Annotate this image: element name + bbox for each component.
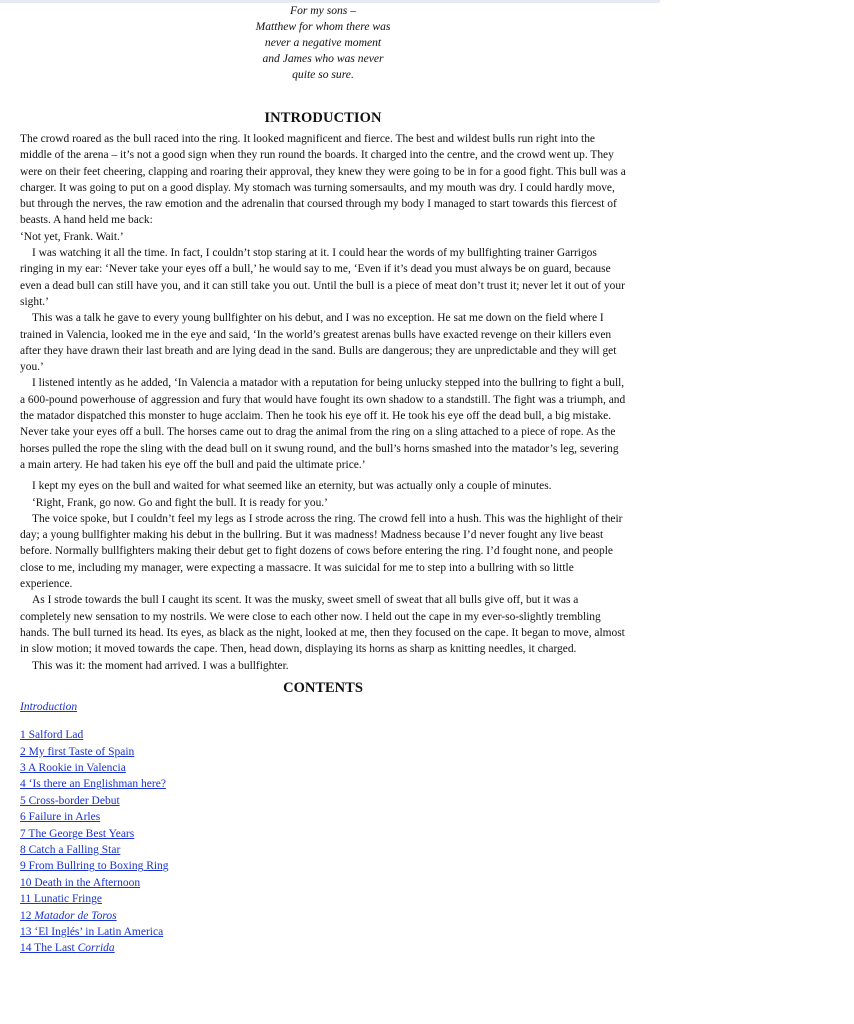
toc-link-chapter-4[interactable]: [20, 776, 166, 792]
toc-link-chapter-7[interactable]: [20, 826, 134, 842]
toc-link-chapter-13[interactable]: [20, 924, 163, 940]
introduction-heading: INTRODUCTION: [264, 110, 382, 126]
intro-paragraph: This was it: the moment had arrived. I was a bullfighter.: [32, 659, 289, 672]
toc-link-italic: Matador de Toros: [34, 909, 117, 922]
toc-link-chapter-14[interactable]: [20, 940, 115, 956]
toc-link-chapter-1[interactable]: [20, 727, 83, 743]
toc-link-text: 6 Failure in Arles: [20, 811, 101, 824]
dedication: [20, 3, 626, 83]
toc-link-chapter-10[interactable]: [20, 875, 140, 891]
contents-heading: CONTENTS: [283, 679, 363, 696]
toc-link-text: 12: [20, 909, 35, 922]
toc-link-text: 3 A Rookie in Valencia: [20, 762, 126, 775]
intro-paragraph: ‘Right, Frank, go now. Go and fight the bull. It is ready for you.’: [32, 496, 328, 509]
intro-paragraph: I kept my eyes on the bull and waited for what seemed like an eternity, but was actually only a couple of minutes.: [32, 480, 552, 493]
intro-paragraph: ‘Not yet, Frank. Wait.’: [20, 230, 124, 243]
toc-link-text: 4 ‘Is there an Englishman here?: [20, 778, 166, 791]
intro-paragraph: As I strode towards the bull I caught its scent. It was the musky, sweet smell of sweat that all bulls give off, but it was a completely new sensation to my nostrils. We were close to each other now. I held out the cape in my ever-so-slightly trembling hands. The bull turned its head. Its eyes, as black as the night, looked at me, then they focused on the cape. It began to move, almost in slow motion; it moved towards the cape. Then, head down, displaying its horns as sharp as knitting needles, it charged.: [20, 594, 625, 656]
dedication-line: never a negative moment: [264, 36, 382, 49]
dedication-line: quite so sure.: [292, 68, 354, 81]
toc-link-text: 2 My first Taste of Spain: [20, 745, 135, 758]
toc-link-text: 5 Cross-border Debut: [20, 794, 120, 807]
dedication-line: and James who was never: [262, 52, 384, 65]
toc-link-text: 8 Catch a Falling Star: [20, 844, 121, 857]
toc-link-italic: Corrida: [77, 942, 115, 955]
toc-link-chapter-6[interactable]: [20, 809, 100, 825]
intro-paragraph: The crowd roared as the bull raced into the ring. It looked magnificent and fierce. The best and wildest bulls run right into the middle of the arena – it’s not a good sign when they run round the boards. It charged into the centre, and the crowd went up. They were on their feet cheering, clapping and roaring their approval, they knew they were going to be in for a good fight. This bull was a charger. It was going to put on a good display. My stomach was turning somersaults, and my mouth was dry. I could hardly move, but through the nerves, the raw emotion and the adrenalin that coursed through my body I managed to start towards this fiercest of beasts. A hand held me back:: [20, 133, 626, 227]
introduction-body: [20, 131, 626, 674]
toc-link-introduction[interactable]: Introduction: [20, 700, 78, 713]
toc-link-chapter-5[interactable]: [20, 793, 120, 809]
intro-paragraph: I listened intently as he added, ‘In Valencia a matador with a reputation for being unlucky stepped into the bullring to fight a bull, a 600-pound powerhouse of aggression and fury that would have fought its own shadow to a standstill. The fight was a triumph, and the matador dispatched this monster to huge acclaim. Then he took his eye off it. He took his eye off the dead bull, a big mistake. Never take your eyes off a bull. The horses came out to drag the animal from the ring on a sling attached to a piece of rope. As the horses pulled the rope the sling with the dead bull on it swung round, and the bull’s horns smashed into the matador’s leg, severing a main artery. He had taken his eye off the bull and paid the ultimate price.’: [20, 377, 626, 471]
dedication-line: Matthew for whom there was: [255, 20, 391, 33]
intro-paragraph: I was watching it all the time. In fact, I couldn’t stop staring at it. I could hear the words of my bullfighting trainer Garrigos ringing in my ear: ‘Never take your eyes off a bull,’ he would say to me, ‘Even if it’s dead you must always be on guard, because even a dead bull can still have you, and it can still take you out. Until the bull is a piece of meat don’t trust it; never let it out of your sight.’: [20, 247, 625, 308]
toc-link-text: 7 The George Best Years: [20, 827, 135, 840]
toc-link-chapter-8[interactable]: [20, 842, 120, 858]
toc-link-chapter-11[interactable]: [20, 891, 102, 907]
toc-link-text: 1 Salford Lad: [20, 729, 84, 742]
table-of-contents: [20, 699, 626, 957]
toc-link-chapter-12[interactable]: [20, 908, 117, 924]
toc-link-chapter-9[interactable]: [20, 858, 169, 874]
document-page: [20, 0, 626, 957]
intro-paragraph: This was a talk he gave to every young bullfighter on his debut, and I was no exception. He sat me down on the field where I trained in Valencia, looked me in the eye and said, ‘In the world’s greatest arenas bulls have exacted revenge on their killers even after they have drawn their last breath and are lying dead in the sand. Bulls are dangerous; they are unpredictable and they will get you.’: [20, 312, 617, 374]
dedication-line: For my sons –: [289, 4, 357, 17]
toc-link-chapter-3[interactable]: [20, 760, 126, 776]
toc-link-text: 11 Lunatic Fringe: [20, 893, 102, 906]
toc-link-text: 13 ‘El Inglés’ in Latin America: [20, 926, 164, 939]
toc-link-text: 14 The Last: [20, 942, 78, 955]
toc-link-text: 9 From Bullring to Boxing Ring: [20, 860, 169, 873]
intro-paragraph: The voice spoke, but I couldn’t feel my legs as I strode across the ring. The crowd fell into a hush. This was the highlight of their day; a young bullfighter making his debut in the bullring. But it was madness! Madness because I’d never fought any live beast before. Normally bullfighters making their debut get to fight dozens of cows before entering the ring. I’d fought none, and people close to me, including my manager, were expecting a massacre. It was suicidal for me to step into a bullring with so little experience.: [20, 512, 623, 591]
toc-link-chapter-2[interactable]: [20, 744, 134, 760]
toc-link-text: 10 Death in the Afternoon: [20, 876, 141, 889]
